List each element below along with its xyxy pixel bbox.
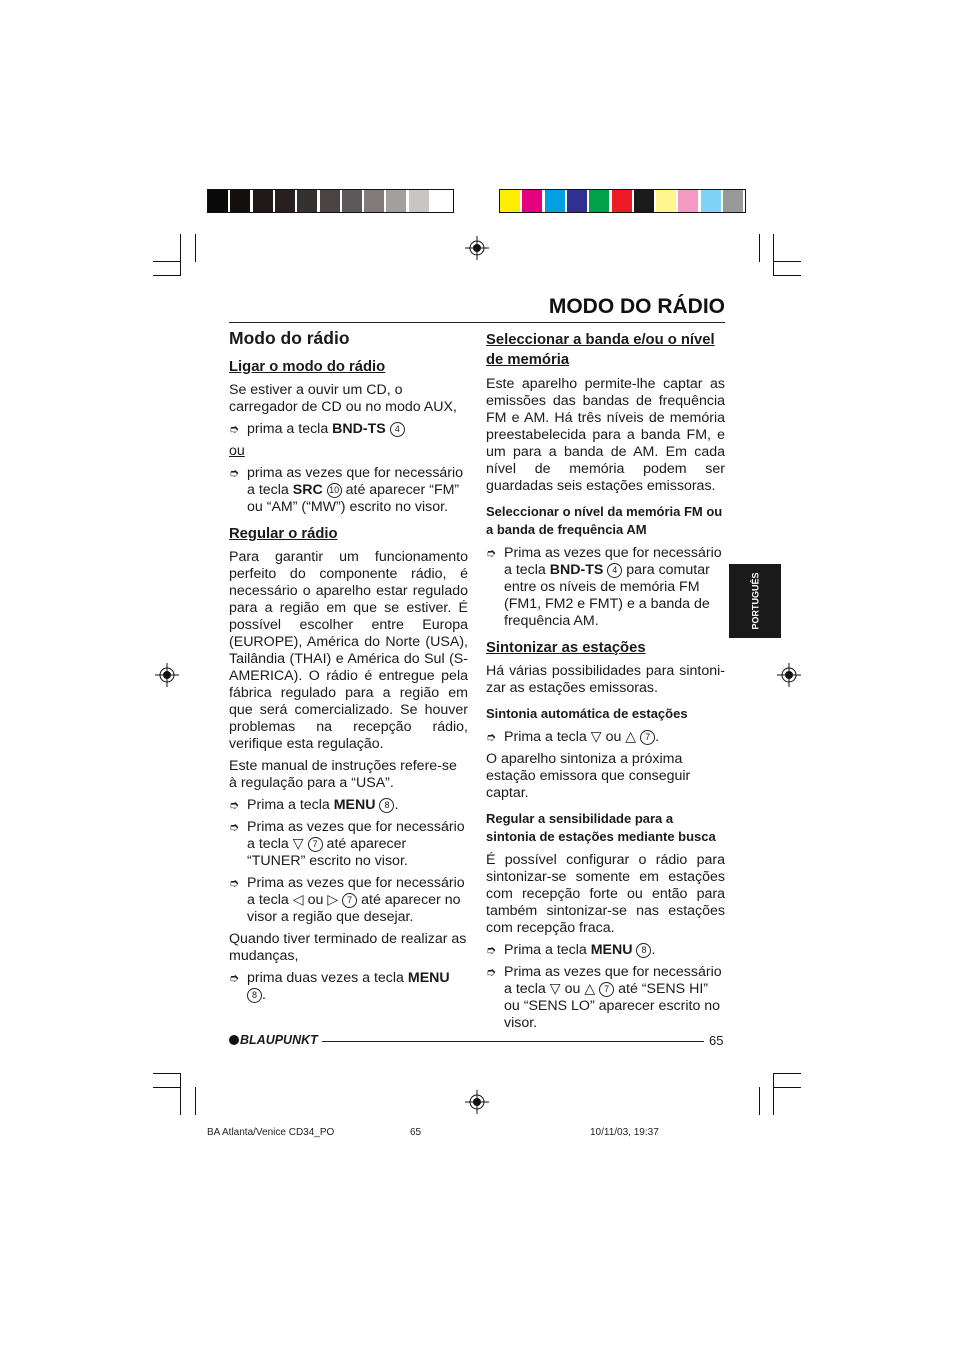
crop-mark [773,234,774,276]
section-title: Modo do rádio [229,328,350,348]
crop-mark [153,275,181,276]
paragraph: O aparelho sintoniza a próxima estação emissora que conseguir captar. [486,751,691,801]
color-swatch [253,190,273,212]
key-label: SRC [292,482,323,498]
key-number-badge: 8 [379,798,394,813]
registration-mark-icon [465,1090,489,1114]
instruction-step: ➮ Prima a tecla ▽ ou △ 7 . [486,729,660,745]
crop-mark [195,1087,196,1115]
key-number-badge: 7 [640,730,655,745]
paragraph: Este manual de instruções refere-se à regulação para a “USA”. [229,758,457,791]
arrow-icon: ➮ [229,798,240,812]
imprint-date: 10/11/03, 19:37 [590,1127,659,1138]
arrow-icon: ➮ [229,466,240,480]
logo-dot-icon [229,1035,239,1045]
section-heading: Ligar o modo do rádio [229,359,386,375]
color-swatch [545,190,565,212]
color-swatch [431,190,451,212]
arrow-icon: ➮ [229,820,240,834]
brand-logo: BLAUPUNKT [229,1033,318,1047]
instruction-step: ➮ prima duas vezes a tecla MENU 8 . [229,970,450,1003]
page-title: MODO DO RÁDIO [548,295,725,318]
instruction-step: ➮ Prima a tecla MENU 8 . [229,797,399,813]
color-swatch [386,190,406,212]
crop-mark [153,1087,181,1088]
key-number-badge: 8 [636,943,651,958]
color-swatch [634,190,654,212]
color-swatch [342,190,362,212]
instruction-step: ➮ Prima as vezes que for necessário a tecla ▽ ou △ 7 até “SENS HI” ou “SENS LO” aparecer escrito no visor. [486,964,722,1031]
color-swatch [723,190,743,212]
color-swatch [522,190,542,212]
key-label: BND-TS [332,421,386,437]
color-swatch [589,190,609,212]
instruction-step: ➮ prima a tecla BND-TS 4 [229,421,468,438]
color-swatch [320,190,340,212]
registration-mark-icon [155,663,179,687]
registration-mark-icon [777,663,801,687]
page-number: 65 [709,1033,724,1048]
key-number-badge: 10 [327,483,342,498]
instruction-step: ➮ Prima as vezes que for necessário a tecla ▽ 7 até aparecer “TUNER” escrito no visor. [229,819,465,869]
instruction-step: ➮ prima as vezes que for necessário a tecla SRC 10 até aparecer “FM” ou “AM” (“MW”) escrito no visor. [229,465,464,515]
arrow-icon: ➮ [486,730,497,744]
left-column [229,330,468,1009]
arrow-icon: ➮ [229,876,240,890]
registration-mark-icon [465,236,489,260]
color-swatch [297,190,317,212]
paragraph: Se estiver a ouvir um CD, o carregador de CD ou no modo AUX, [229,382,457,415]
crop-mark [153,1073,181,1074]
or-text: ou [229,443,245,459]
subheading: Regular a sensibilidade para a sintonia de estações mediante busca [486,811,716,844]
crop-mark [773,1087,801,1088]
key-label: MENU [407,970,450,986]
crop-mark [759,234,760,262]
subheading: Sintonia automática de estações [486,706,688,721]
color-swatch [612,190,632,212]
header-rule [229,322,725,323]
crop-mark [773,1073,801,1074]
subheading: Seleccionar o nível da memória FM ou a banda de frequência AM [486,504,723,537]
paragraph: Este aparelho permite-lhe captar as emissões das bandas de frequência FM e AM. Há três níveis de memória preestabelecida para a banda FM, e um para a banda de AM. Em cada nível de memória podem ser guardadas seis estações emissoras. [486,376,725,494]
arrow-icon: ➮ [229,971,240,985]
right-column [486,330,725,1037]
key-label: MENU [590,942,633,958]
arrow-icon: ➮ [229,422,240,436]
section-heading: Sintonizar as estações [486,640,646,656]
crop-mark [773,275,801,276]
key-number-badge: 7 [599,982,614,997]
section-heading: Regular o rádio [229,526,338,542]
crop-mark [153,261,181,262]
instruction-step: ➮ Prima a tecla MENU 8 . [486,942,656,958]
color-swatch [208,190,228,212]
color-swatch [500,190,520,212]
instruction-step: ➮ Prima as vezes que for necessário a tecla ◁ ou ▷ 7 até aparecer no visor a região que desejar. [229,875,465,925]
instruction-step: ➮ Prima as vezes que for necessário a tecla BND-TS 4 para comutar entre os níveis de memória FM (FM1, FM2 e FMT) e a banda de frequência AM. [486,545,722,629]
imprint-file: BA Atlanta/Venice CD34_PO [207,1127,335,1138]
crop-mark [759,1087,760,1115]
crop-mark [773,1073,774,1115]
section-heading: Seleccionar a banda e/ou o nível de memória [486,332,715,368]
paragraph: Há várias possibilidades para sintoni-zar as estações emissoras. [486,663,725,696]
color-swatch [656,190,676,212]
color-swatch [678,190,698,212]
imprint-page: 65 [410,1127,422,1138]
color-swatch [275,190,295,212]
paragraph: Para garantir um funcionamento perfeito do componente rádio, é necessário o aparelho estar regulado para a região em que se estiver. É possível escolher entre Europa (EUROPE), América do Norte (USA), Tailândia (THAI) e América do Sul (S-AMERICA). O rádio é entregue pela fábrica regulado para a região em que será comercializado. Se houver problemas na recepção rádio, verifique esta regulação. [229,549,468,752]
color-swatch [409,190,429,212]
paragraph: Quando tiver terminado de realizar as mudanças, [229,931,467,964]
crop-mark [195,234,196,262]
arrow-icon: ➮ [486,965,497,979]
key-number-badge: 4 [390,422,405,437]
footer-rule [322,1041,704,1042]
color-swatch [567,190,587,212]
key-label: BND-TS [549,562,604,578]
arrow-icon: ➮ [486,943,497,957]
color-swatch [701,190,721,212]
arrow-icon: ➮ [486,546,497,560]
paragraph: É possível configurar o rádio para sintonizar-se somente em estações com recepção forte ou então para também sintonizar-se nas estações com recepção fraca. [486,852,725,936]
key-number-badge: 8 [247,988,262,1003]
key-number-badge: 7 [308,837,323,852]
crop-mark [180,234,181,276]
crop-mark [773,261,801,262]
crop-mark [180,1073,181,1115]
language-tab-label: PORTUGUÊS [750,572,761,630]
key-number-badge: 7 [342,893,357,908]
key-label: MENU [333,797,376,813]
color-swatch [230,190,250,212]
key-number-badge: 4 [607,563,622,578]
color-swatch [364,190,384,212]
